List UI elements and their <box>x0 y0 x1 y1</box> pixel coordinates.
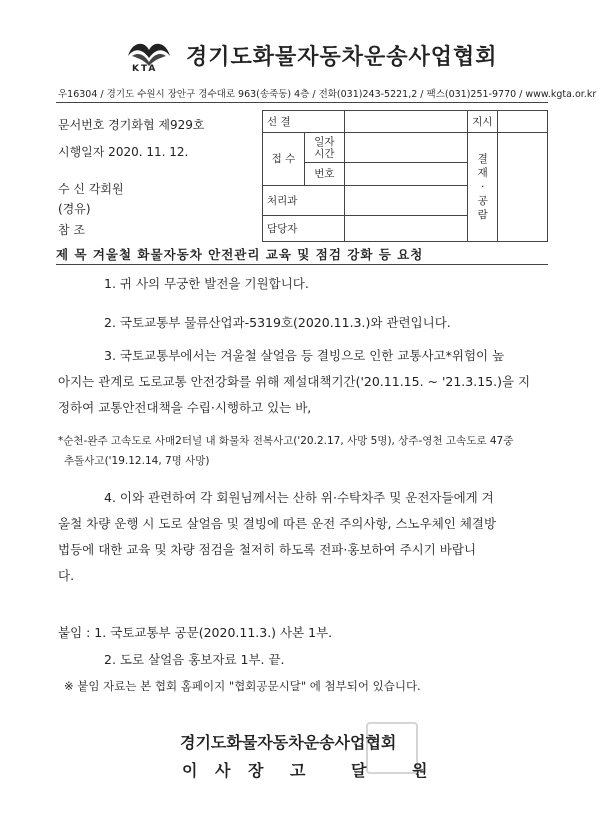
attachment-1: 붙임 : 1. 국토교통부 공문(2020.11.3.) 사본 1부. <box>58 625 333 640</box>
number-cell <box>344 163 467 185</box>
directive-cell <box>498 111 548 133</box>
number-label: 번호 <box>304 163 344 185</box>
attachment-2: 2. 도로 살얼음 홍보자료 1부. 끝. <box>104 652 285 667</box>
subject-divider <box>56 264 548 265</box>
datetime-label: 일자 시간 <box>304 133 344 163</box>
sender-title: 이 사 장 <box>182 761 270 780</box>
paragraph-3-line-2: 아지는 관계로 도로교통 안전강화를 위해 제설대책기간('20.11.15. ~ '21.3.15.)을 지 <box>58 374 531 389</box>
attachment-note: ※ 붙임 자료는 본 협회 홈페이지 "협회공문시달" 에 첨부되어 있습니다. <box>64 679 421 693</box>
logo-text: KTA <box>132 64 158 74</box>
decision-label: 선 결 <box>263 111 345 133</box>
processing-label: 처리과 <box>263 185 345 215</box>
paragraph-3-line-1: 3. 국토교통부에서는 겨울철 살얼음 등 결빙으로 인한 교통사고*위험이 높 <box>104 348 505 363</box>
approval-label: 결 재 · 공 람 <box>468 133 498 242</box>
organization-title: 경기도화물자동차운송사업협회 <box>186 45 498 70</box>
recipient: 수 신 각회원 <box>58 182 124 196</box>
paragraph-4-line-3: 법등에 대한 교육 및 차량 점검을 철저히 하도록 전파·홍보하여 주시기 바랍니 <box>58 542 477 557</box>
approval-cell <box>498 133 548 242</box>
paragraph-1: 1. 귀 사의 무궁한 발전을 기원합니다. <box>104 276 309 291</box>
reference: 참 조 <box>58 223 85 237</box>
footnote-line-1: *순천-완주 고속도로 사매2터널 내 화물차 전복사고('20.2.17, 사망 5명), 상주-영천 고속도로 47중 <box>58 435 514 447</box>
processing-cell <box>344 185 467 215</box>
sender-organization: 경기도화물자동차운송사업협회 <box>180 733 397 752</box>
sender-name: 고 달 원 <box>290 761 448 780</box>
paragraph-4-line-1: 4. 이와 관련하여 각 회원님께서는 산하 위·수탁차주 및 운전자들에게 겨 <box>104 490 494 505</box>
paragraph-3-line-3: 정하여 교통안전대책을 수립·시행하고 있는 바, <box>58 400 312 415</box>
paragraph-4-line-4: 다. <box>58 568 75 583</box>
footnote-line-2: 추돌사고('19.12.14, 7명 사망) <box>64 455 210 467</box>
header-divider <box>56 102 548 103</box>
paragraph-4-line-2: 울철 차량 운행 시 도로 살얼음 및 결빙에 따른 운전 주의사항, 스노우체인 체결방 <box>58 516 497 531</box>
approval-table <box>262 110 548 242</box>
subject-line: 제 목 겨울철 화물자동차 안전관리 교육 및 점검 강화 등 요청 <box>56 247 424 262</box>
datetime-cell <box>344 133 467 163</box>
issue-date: 시행일자 2020. 11. 12. <box>58 145 189 159</box>
contact-line: 우16304 / 경기도 수원시 장안구 경수대로 963(송죽동) 4층 / 전화(031)243-5221,2 / 팩스(031)251-9770 / www.kgta.or.kr <box>58 89 597 100</box>
via: (경유) <box>58 202 91 216</box>
officer-label: 담당자 <box>263 215 345 241</box>
officer-cell <box>344 215 467 241</box>
receipt-label: 접 수 <box>263 133 305 185</box>
paragraph-2: 2. 국토교통부 물류산업과-5319호(2020.11.3.)와 관련입니다. <box>104 315 451 330</box>
directive-label: 지시 <box>468 111 498 133</box>
decision-cell <box>344 111 467 133</box>
document-number: 문서번호 경기화협 제929호 <box>58 118 205 132</box>
